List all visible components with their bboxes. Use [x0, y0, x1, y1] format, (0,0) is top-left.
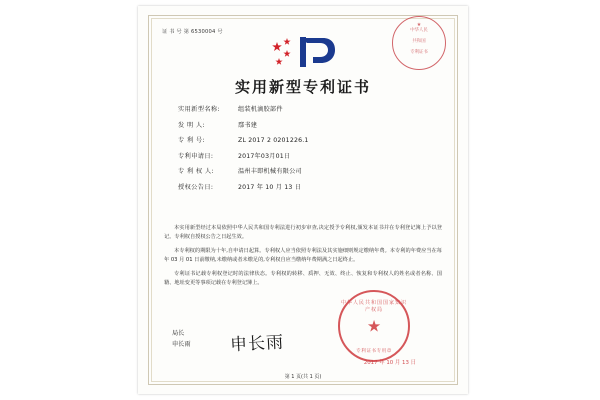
signature-block: [172, 328, 191, 350]
serial-number-line: [162, 28, 223, 35]
field-label: 专利申请日:: [178, 152, 214, 160]
certificate-border: [148, 15, 458, 385]
field-value: 鄢书建: [238, 121, 258, 129]
certificate-sheet: [138, 6, 468, 394]
field-label: 专 利 权 人:: [178, 168, 214, 175]
field-row: [178, 182, 428, 191]
top-seal-line1: 中华人民: [410, 28, 428, 33]
body-text: [164, 224, 442, 293]
field-value: 2017年03月01日: [238, 152, 291, 160]
patent-office-logo-icon: [267, 34, 339, 70]
top-seal-line3: 专利证书: [410, 50, 428, 55]
seal-date: 2017 年 10 月 13 日: [363, 360, 416, 366]
top-seal-line2: 共和国: [412, 39, 426, 44]
seal-arc-bottom-text: 专利证书专用章: [356, 349, 392, 354]
official-seal: [338, 290, 410, 362]
serial-suffix: 号: [217, 29, 223, 35]
field-row: [178, 166, 428, 175]
paragraph: 本实用新型经过本局依照中华人民共和国专利法进行初步审查,决定授予专利权,颁发本证书并在专利登记簿上予以登记。专利权自授权公告之日起生效。: [164, 225, 442, 240]
signature-title-name: 申长雨: [172, 341, 191, 348]
page-footer: 第 1 页(共 1 页): [284, 374, 322, 380]
field-label: 专 利 号:: [178, 137, 205, 144]
field-row: [178, 104, 428, 113]
field-row: [178, 151, 428, 160]
handwritten-signature: 申长雨: [229, 332, 285, 356]
field-label: 实用新型名称:: [178, 106, 221, 113]
field-label: 发 明 人:: [178, 121, 205, 129]
seal-star-icon: ★: [416, 22, 422, 28]
field-value: 组装机滴胶部件: [238, 106, 283, 113]
field-list: [178, 104, 428, 197]
serial-label: 证 书 号 第: [162, 29, 190, 35]
top-right-seal: [392, 16, 446, 70]
field-value: ZL 2017 2 0201226.1: [238, 137, 309, 144]
field-row: [178, 120, 428, 129]
field-label: 授权公告日:: [178, 183, 214, 191]
field-row: [178, 135, 428, 144]
field-value: 2017 年 10 月 13 日: [238, 183, 302, 191]
serial-number: 6530004: [190, 29, 216, 35]
paragraph: 本专利权的期限为十年,自申请日起算。专利权人应当依照专利法及其实施细则规定缴纳年费。本专利的年费应当在每年 03 月 01 日前缴纳,未缴纳或者未缴足的,专利权自应当缴纳年费期满之日起终止。: [164, 248, 442, 263]
field-value: 温州丰即机械有限公司: [238, 168, 302, 175]
seal-star-icon: ★: [366, 316, 382, 336]
signature-title: 局长: [172, 330, 185, 337]
page-title: 实用新型专利证书: [234, 78, 371, 96]
paragraph: 专利证书记载专利权登记时的法律状态。专利权的转移、质押、无效、终止、恢复和专利权人的姓名或者名称、国籍、地址变更等事项记载在专利登记簿上。: [164, 271, 442, 286]
seal-arc-top-text: 中华人民共和国国家知识产权局: [340, 300, 407, 313]
